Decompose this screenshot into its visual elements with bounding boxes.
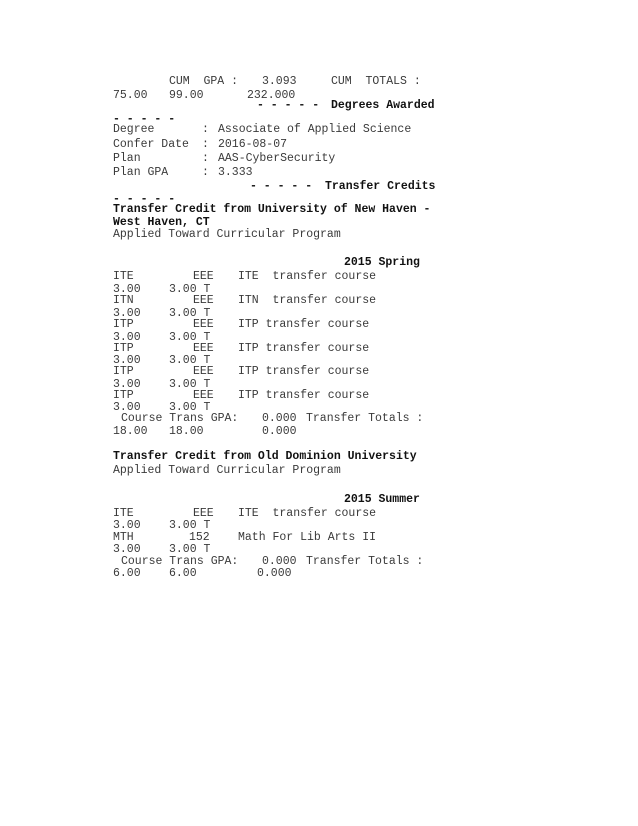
degrees-dashes: - - - - - (257, 99, 320, 112)
course-title: ITP transfer course (238, 389, 370, 402)
section-heading: Transfer Credit from Old Dominion University (113, 450, 417, 463)
applied-note: Applied Toward Curricular Program (113, 464, 341, 477)
course-attempted: 3.00 (113, 401, 141, 414)
course-number: 152 (189, 531, 210, 544)
course-number: EEE (193, 342, 214, 355)
cum-total-1: 75.00 (113, 89, 148, 102)
course-earned: 3.00 T (169, 519, 211, 532)
course-title: ITE transfer course (238, 270, 377, 283)
course-title: ITP transfer course (238, 342, 370, 355)
section-heading-line2: West Haven, CT (113, 216, 210, 229)
transfer-total-1: 6.00 (113, 567, 141, 580)
cum-totals-label: CUM TOTALS : (331, 75, 421, 88)
transfer-totals-label: Transfer Totals : (306, 412, 424, 425)
cum-gpa-label: CUM GPA : (169, 75, 239, 88)
plan-gpa-sep: : (202, 166, 209, 179)
degree-value: Associate of Applied Science (218, 123, 412, 136)
confer-date-sep: : (202, 138, 209, 151)
course-earned: 3.00 T (169, 378, 211, 391)
plan-gpa-label: Plan GPA (113, 166, 169, 179)
section-heading: Transfer Credit from University of New Haven - (113, 203, 431, 216)
course-title: ITN transfer course (238, 294, 377, 307)
course-title: ITP transfer course (238, 365, 370, 378)
course-trans-gpa-label: Course Trans GPA: (121, 412, 239, 425)
course-subject: ITP (113, 389, 134, 402)
course-number: EEE (193, 270, 214, 283)
plan-sep: : (202, 152, 209, 165)
transfer-totals-label: Transfer Totals : (306, 555, 424, 568)
course-earned: 3.00 T (169, 401, 211, 414)
course-attempted: 3.00 (113, 519, 141, 532)
course-attempted: 3.00 (113, 378, 141, 391)
cum-gpa-value: 3.093 (262, 75, 297, 88)
degrees-awarded-heading: Degrees Awarded (331, 99, 435, 112)
course-subject: ITP (113, 342, 134, 355)
course-trans-gpa-label: Course Trans GPA: (121, 555, 239, 568)
term-heading: 2015 Spring (344, 256, 420, 269)
confer-date-value: 2016-08-07 (218, 138, 288, 151)
course-attempted: 3.00 (113, 331, 141, 344)
course-earned: 3.00 T (169, 331, 211, 344)
transfer-dashes-wrap: - - - - - (113, 193, 176, 206)
transfer-credits-heading: Transfer Credits (325, 180, 436, 193)
course-earned: 3.00 T (169, 354, 211, 367)
transfer-total-2: 6.00 (169, 567, 197, 580)
course-attempted: 3.00 (113, 283, 141, 296)
term-heading: 2015 Summer (344, 493, 420, 506)
plan-gpa-value: 3.333 (218, 166, 253, 179)
course-earned: 3.00 T (169, 283, 211, 296)
course-subject: ITE (113, 507, 134, 520)
course-title: ITP transfer course (238, 318, 370, 331)
applied-note: Applied Toward Curricular Program (113, 228, 341, 241)
course-earned: 3.00 T (169, 307, 211, 320)
plan-label: Plan (113, 152, 141, 165)
course-number: EEE (193, 389, 214, 402)
degree-label: Degree (113, 123, 155, 136)
confer-date-label: Confer Date (113, 138, 189, 151)
course-subject: ITP (113, 318, 134, 331)
course-number: EEE (193, 507, 214, 520)
plan-value: AAS-CyberSecurity (218, 152, 336, 165)
transfer-total-2: 18.00 (169, 425, 204, 438)
course-number: EEE (193, 318, 214, 331)
course-subject: ITP (113, 365, 134, 378)
course-attempted: 3.00 (113, 354, 141, 367)
course-title: Math For Lib Arts II (238, 531, 377, 544)
transfer-dashes: - - - - - (250, 180, 313, 193)
course-trans-gpa-value: 0.000 (262, 555, 297, 568)
course-subject: ITN (113, 294, 134, 307)
course-title: ITE transfer course (238, 507, 377, 520)
cum-total-2: 99.00 (169, 89, 204, 102)
transfer-total-1: 18.00 (113, 425, 148, 438)
course-earned: 3.00 T (169, 543, 211, 556)
course-number: EEE (193, 294, 214, 307)
transfer-total-3: 0.000 (262, 425, 297, 438)
course-number: EEE (193, 365, 214, 378)
degrees-dashes-wrap: - - - - - (113, 113, 176, 126)
transfer-total-3: 0.000 (257, 567, 292, 580)
cum-total-3: 232.000 (247, 89, 296, 102)
course-subject: ITE (113, 270, 134, 283)
course-attempted: 3.00 (113, 307, 141, 320)
course-subject: MTH (113, 531, 134, 544)
course-attempted: 3.00 (113, 543, 141, 556)
degree-sep: : (202, 123, 209, 136)
course-trans-gpa-value: 0.000 (262, 412, 297, 425)
